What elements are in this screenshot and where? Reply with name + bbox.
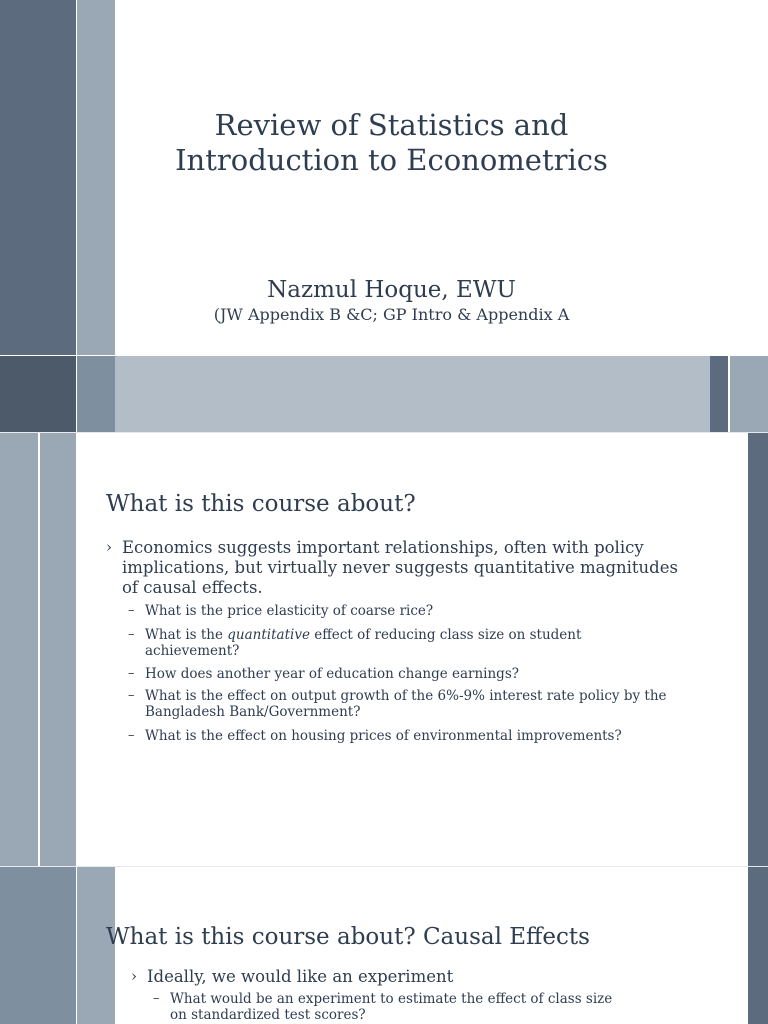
decor-bar-left-inner xyxy=(40,433,76,866)
dash-marker: – xyxy=(128,688,135,703)
decor-band-pale xyxy=(115,356,710,432)
slide-2 xyxy=(0,433,768,866)
decor-band-right-dark xyxy=(710,356,728,432)
decor-bar-left-inner xyxy=(77,0,115,355)
author-name: Nazmul Hoque, EWU xyxy=(267,277,516,303)
slide-1 xyxy=(0,0,768,432)
bullet-marker: › xyxy=(131,967,137,985)
decor-bar-right xyxy=(748,433,768,866)
dash-marker: – xyxy=(153,991,160,1006)
decor-bar-left xyxy=(0,867,76,1024)
slide-3 xyxy=(0,867,768,1024)
sub-bullet-3: How does another year of education change earnings? xyxy=(145,666,519,682)
sub-bullet-2-prefix: What is the xyxy=(145,627,228,643)
title-line-1: Review of Statistics and xyxy=(214,108,569,142)
sub-bullet-4: What is the effect on output growth of the 6%-9% interest rate policy by the Bangladesh Bank/Government? xyxy=(145,688,667,720)
sub-bullet-5: What is the effect on housing prices of environmental improvements? xyxy=(145,728,622,744)
decor-bar-left xyxy=(0,433,38,866)
slide-heading: What is this course about? Causal Effects xyxy=(106,924,590,950)
dash-marker: – xyxy=(128,627,135,642)
sub-bullet-1: What is the price elasticity of coarse rice? xyxy=(145,603,434,619)
dash-marker: – xyxy=(128,603,135,618)
dash-marker: – xyxy=(128,728,135,743)
slide-heading: What is this course about? xyxy=(106,491,416,517)
slide-title xyxy=(115,108,668,178)
title-line-2: Introduction to Econometrics xyxy=(175,143,608,177)
decor-band-dark xyxy=(0,356,76,432)
sub-bullet-1: What would be an experiment to estimate the effect of class size on standardized test scores? xyxy=(170,991,613,1023)
decor-band-right-light xyxy=(730,356,768,432)
sub-bullet-2-italic: quantitative xyxy=(227,627,310,643)
decor-bar-left xyxy=(0,0,76,355)
sub-bullet-2-suffix: effect of reducing class size on student achievement? xyxy=(145,627,582,659)
bullet-marker: › xyxy=(106,538,112,556)
dash-marker: – xyxy=(128,666,135,681)
bullet-text: Ideally, we would like an experiment xyxy=(147,967,454,986)
decor-band-mid xyxy=(77,356,115,432)
decor-bar-right xyxy=(748,867,768,1024)
bullet-text: Economics suggests important relationships, often with policy implications, but virtually never suggests quantitative magnitudes of causal effects. xyxy=(122,538,678,597)
sub-bullet-2 xyxy=(145,627,645,659)
reference-text: (JW Appendix B &C; GP Intro & Appendix A xyxy=(213,305,570,324)
